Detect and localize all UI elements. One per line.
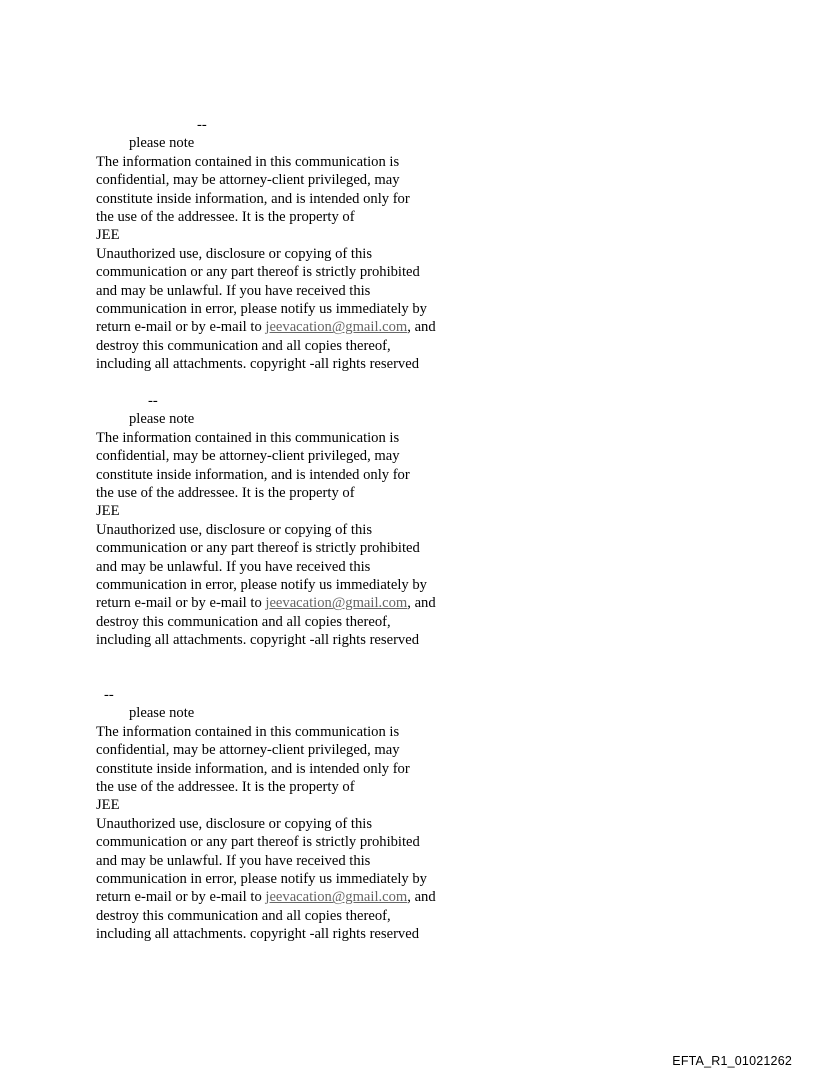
body-line: JEE bbox=[96, 227, 120, 244]
body-line: confidential, may be attorney-client privileged, may bbox=[96, 172, 400, 189]
body-line: JEE bbox=[96, 503, 120, 520]
body-line: including all attachments. copyright -all rights reserved bbox=[96, 632, 419, 649]
document-id-footer: EFTA_R1_01021262 bbox=[672, 1054, 792, 1068]
email-suffix: , and bbox=[407, 595, 436, 612]
body-line: and may be unlawful. If you have received this bbox=[96, 852, 371, 869]
body-line: communication in error, please notify us immediately by bbox=[96, 301, 427, 318]
body-line: constitute inside information, and is intended only for bbox=[96, 760, 410, 777]
body-line: the use of the addressee. It is the property of bbox=[96, 209, 355, 226]
email-line bbox=[96, 594, 516, 612]
note-heading: please note bbox=[129, 705, 195, 722]
email-suffix: , and bbox=[407, 889, 436, 906]
body-line: The information contained in this communication is bbox=[96, 723, 400, 740]
body-line: the use of the addressee. It is the property of bbox=[96, 779, 355, 796]
separator-dash: -- bbox=[148, 393, 158, 409]
body-line: Unauthorized use, disclosure or copying of this bbox=[96, 245, 373, 262]
email-line bbox=[96, 318, 516, 336]
body-line: The information contained in this communication is bbox=[96, 429, 400, 446]
body-line: communication or any part thereof is strictly prohibited bbox=[96, 264, 420, 281]
body-line: destroy this communication and all copies thereof, bbox=[96, 613, 391, 630]
body-line: communication or any part thereof is strictly prohibited bbox=[96, 540, 420, 557]
disclaimer-block-3 bbox=[96, 686, 516, 944]
email-link[interactable]: jeevacation@gmail.com bbox=[265, 595, 408, 612]
separator-dash: -- bbox=[104, 687, 114, 703]
body-line: JEE bbox=[96, 797, 120, 814]
body-line: communication in error, please notify us immediately by bbox=[96, 871, 427, 888]
body-line: the use of the addressee. It is the property of bbox=[96, 485, 355, 502]
body-line: Unauthorized use, disclosure or copying of this bbox=[96, 815, 373, 832]
body-line: and may be unlawful. If you have received this bbox=[96, 558, 371, 575]
body-line: including all attachments. copyright -all rights reserved bbox=[96, 926, 419, 943]
separator-dash: -- bbox=[197, 117, 207, 133]
body-line: Unauthorized use, disclosure or copying of this bbox=[96, 521, 373, 538]
body-line: communication or any part thereof is strictly prohibited bbox=[96, 834, 420, 851]
body-line: communication in error, please notify us immediately by bbox=[96, 577, 427, 594]
disclaimer-block-1 bbox=[96, 116, 516, 374]
body-line: constitute inside information, and is intended only for bbox=[96, 190, 410, 207]
disclaimer-block-2 bbox=[96, 392, 516, 650]
body-line: destroy this communication and all copies thereof, bbox=[96, 337, 391, 354]
email-link[interactable]: jeevacation@gmail.com bbox=[265, 319, 408, 336]
note-heading: please note bbox=[129, 411, 195, 428]
body-line: and may be unlawful. If you have received this bbox=[96, 282, 371, 299]
email-prefix: return e-mail or by e-mail to bbox=[96, 319, 266, 336]
body-line: The information contained in this communication is bbox=[96, 153, 400, 170]
body-line: confidential, may be attorney-client privileged, may bbox=[96, 742, 400, 759]
email-link[interactable]: jeevacation@gmail.com bbox=[265, 889, 408, 906]
body-line: destroy this communication and all copies thereof, bbox=[96, 907, 391, 924]
email-suffix: , and bbox=[407, 319, 436, 336]
body-line: constitute inside information, and is intended only for bbox=[96, 466, 410, 483]
email-prefix: return e-mail or by e-mail to bbox=[96, 889, 266, 906]
email-line bbox=[96, 888, 516, 906]
email-prefix: return e-mail or by e-mail to bbox=[96, 595, 266, 612]
body-line: confidential, may be attorney-client privileged, may bbox=[96, 448, 400, 465]
body-line: including all attachments. copyright -all rights reserved bbox=[96, 356, 419, 373]
note-heading: please note bbox=[129, 135, 195, 152]
